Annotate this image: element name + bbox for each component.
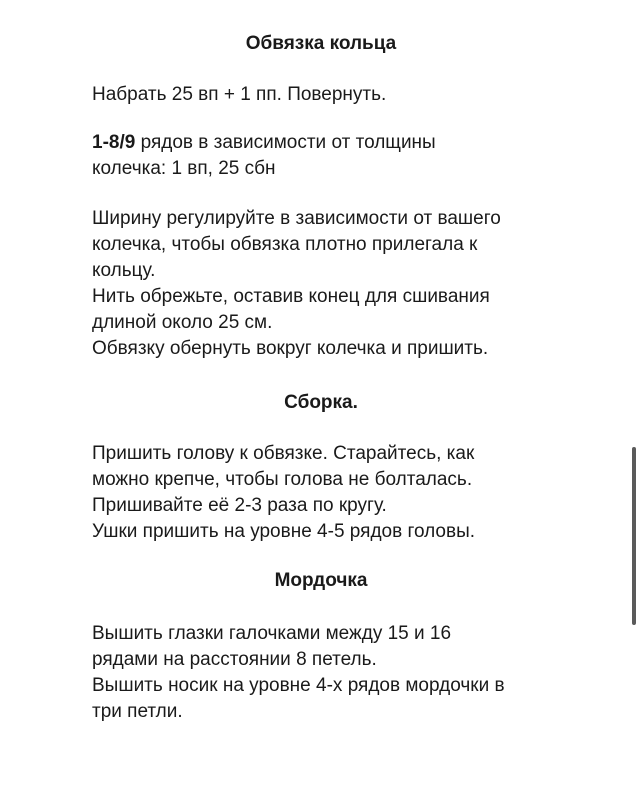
text-line: Ширину регулируйте в зависимости от вашего xyxy=(92,208,501,229)
text-line: рядами на расстоянии 8 петель. xyxy=(92,649,377,670)
text-line: Вышить глазки галочками между 15 и 16 xyxy=(92,623,452,644)
text-line: Пришивайте её 2-3 раза по кругу. xyxy=(92,495,387,516)
text-line: Пришить голову к обвязке. Старайтесь, как xyxy=(92,443,475,464)
heading-muzzle: Мордочка xyxy=(274,570,368,591)
rows-text: рядов в зависимости от толщины xyxy=(135,132,436,153)
text-line: колечка, чтобы обвязка плотно прилегала к xyxy=(92,234,478,255)
vertical-scrollbar[interactable] xyxy=(632,447,636,625)
text-line: можно крепче, чтобы голова не болталась. xyxy=(92,469,473,490)
paragraph-notes xyxy=(92,206,622,362)
paragraph-cast-on xyxy=(92,82,622,108)
heading-ring-binding: Обвязка кольца xyxy=(245,33,397,54)
heading-assembly: Сборка. xyxy=(284,392,358,413)
paragraph-muzzle xyxy=(92,621,622,725)
text-line: кольцу. xyxy=(92,260,156,281)
rows-range: 1-8/9 xyxy=(92,132,136,153)
text-line: Нить обрежьте, оставив конец для сшивания xyxy=(92,286,490,307)
paragraph-assembly xyxy=(92,441,622,545)
text-line: Обвязку обернуть вокруг колечка и пришить. xyxy=(92,338,489,359)
text-line: Вышить носик на уровне 4-х рядов мордочки в xyxy=(92,675,505,696)
text-line: три петли. xyxy=(92,701,183,722)
paragraph-rows xyxy=(92,130,622,182)
text-line: колечка: 1 вп, 25 сбн xyxy=(92,158,276,179)
text-line xyxy=(92,130,622,156)
text-line: длиной около 25 см. xyxy=(92,312,273,333)
text-line: Набрать 25 вп + 1 пп. Повернуть. xyxy=(92,84,387,105)
text-line: Ушки пришить на уровне 4-5 рядов головы. xyxy=(92,521,476,542)
